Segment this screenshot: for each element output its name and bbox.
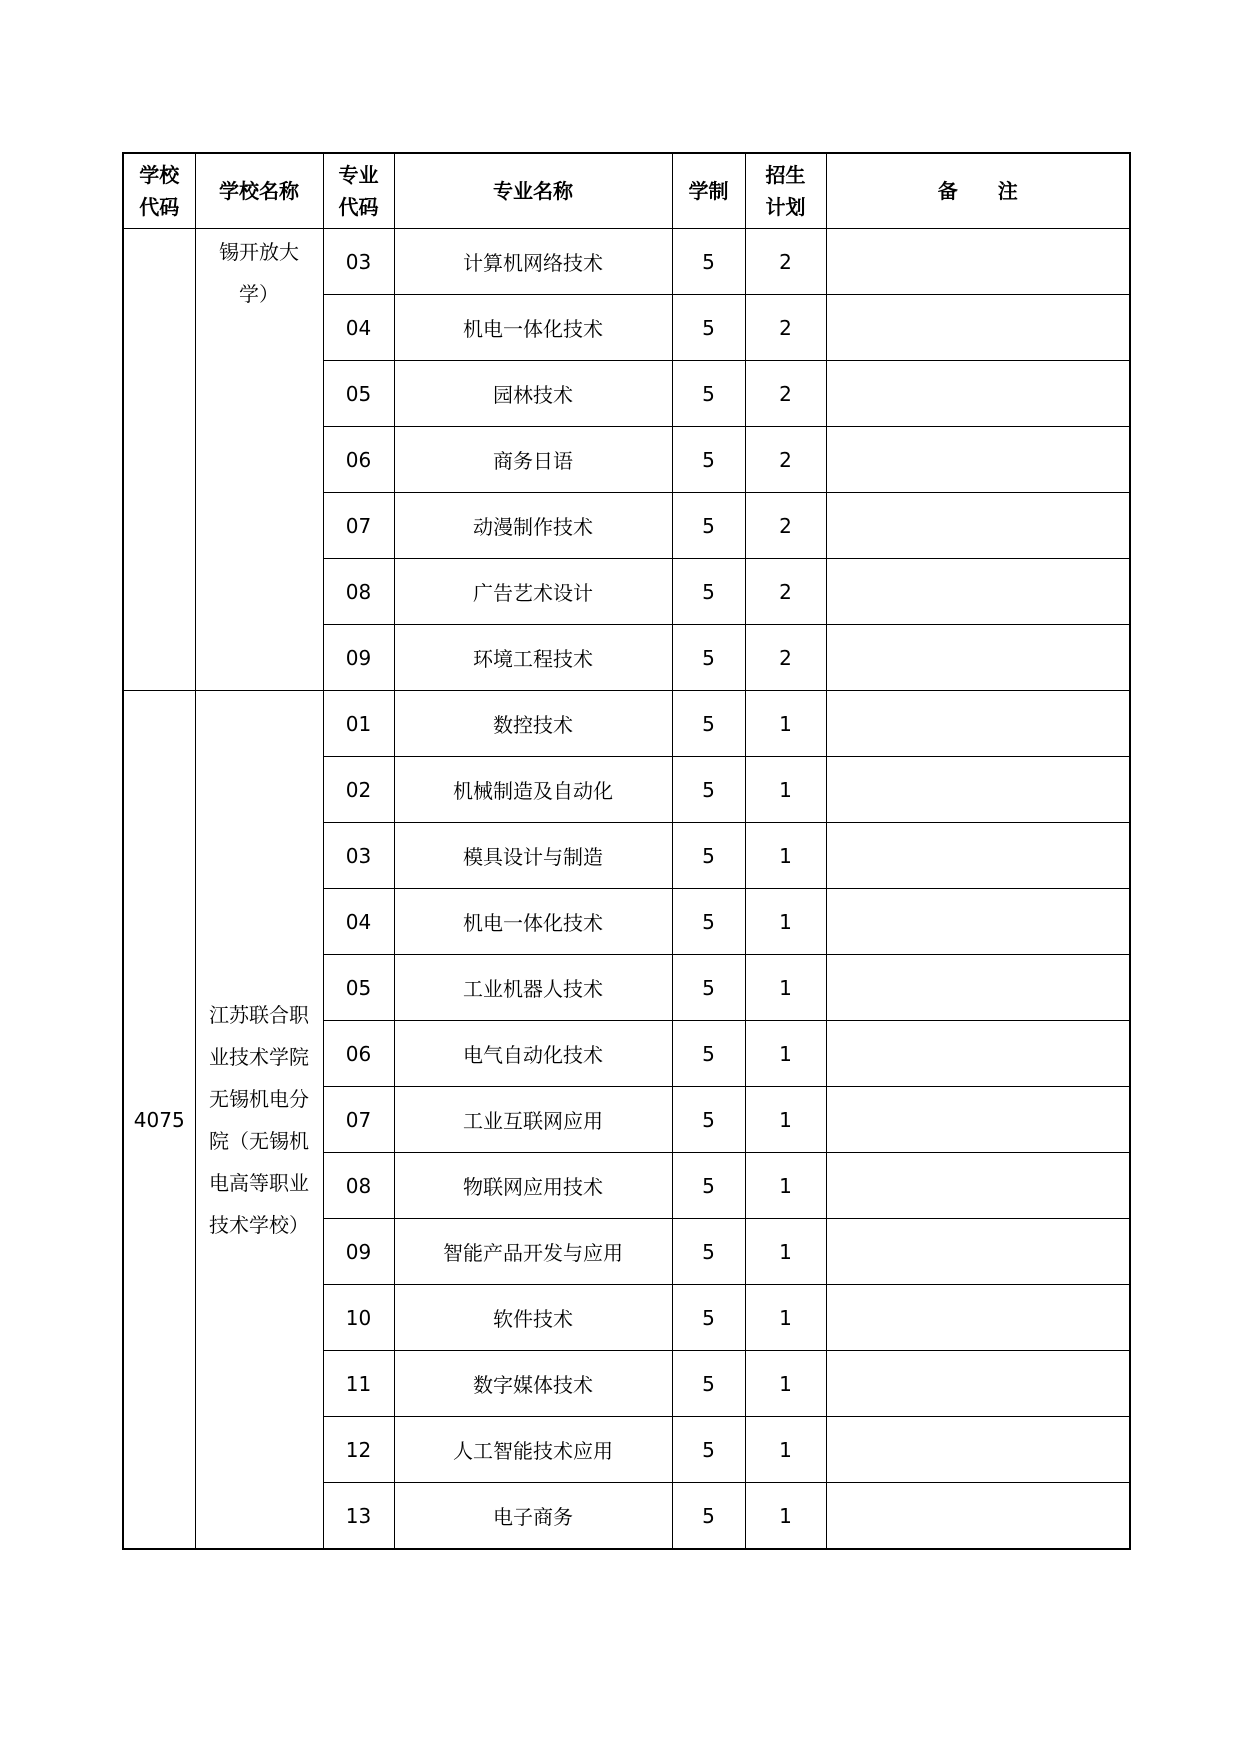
- major-name-cell: 园林技术: [394, 361, 672, 427]
- remark-cell: [826, 625, 1130, 691]
- header-major-name: 专业名称: [394, 153, 672, 229]
- remark-cell: [826, 823, 1130, 889]
- plan-cell: 2: [745, 493, 826, 559]
- header-row: [123, 153, 1130, 229]
- duration-cell: 5: [672, 955, 745, 1021]
- major-name-cell: 机电一体化技术: [394, 889, 672, 955]
- remark-cell: [826, 1021, 1130, 1087]
- remark-cell: [826, 889, 1130, 955]
- plan-cell: 2: [745, 427, 826, 493]
- plan-cell: 1: [745, 757, 826, 823]
- duration-cell: 5: [672, 691, 745, 757]
- table-header: [123, 153, 1130, 229]
- plan-cell: 1: [745, 691, 826, 757]
- major-name-cell: 商务日语: [394, 427, 672, 493]
- duration-cell: 5: [672, 1417, 745, 1483]
- major-name-cell: 模具设计与制造: [394, 823, 672, 889]
- duration-cell: 5: [672, 1021, 745, 1087]
- major-code-cell: 03: [323, 229, 394, 295]
- remark-cell: [826, 1351, 1130, 1417]
- major-code-cell: 04: [323, 889, 394, 955]
- duration-cell: 5: [672, 889, 745, 955]
- school-name-cell: [195, 691, 323, 1550]
- major-code-cell: 09: [323, 1219, 394, 1285]
- duration-cell: 5: [672, 361, 745, 427]
- header-plan: 招生 计划: [745, 153, 826, 229]
- plan-cell: 2: [745, 229, 826, 295]
- remark-cell: [826, 229, 1130, 295]
- duration-cell: 5: [672, 1351, 745, 1417]
- plan-cell: 1: [745, 1351, 826, 1417]
- remark-cell: [826, 427, 1130, 493]
- plan-cell: 2: [745, 625, 826, 691]
- major-code-cell: 03: [323, 823, 394, 889]
- major-code-cell: 06: [323, 427, 394, 493]
- duration-cell: 5: [672, 427, 745, 493]
- school-name-line: 学）: [239, 282, 279, 306]
- plan-cell: 1: [745, 1417, 826, 1483]
- major-name-cell: 工业互联网应用: [394, 1087, 672, 1153]
- major-name-cell: 广告艺术设计: [394, 559, 672, 625]
- major-code-cell: 05: [323, 361, 394, 427]
- duration-cell: 5: [672, 1153, 745, 1219]
- remark-cell: [826, 493, 1130, 559]
- duration-cell: 5: [672, 757, 745, 823]
- header-duration: 学制: [672, 153, 745, 229]
- school-name-line: 电高等职业: [209, 1170, 309, 1195]
- school-name-line: 技术学校）: [209, 1212, 309, 1237]
- major-code-cell: 01: [323, 691, 394, 757]
- header-remark: 备 注: [826, 153, 1130, 229]
- major-name-cell: 软件技术: [394, 1285, 672, 1351]
- plan-cell: 1: [745, 823, 826, 889]
- plan-cell: 1: [745, 1285, 826, 1351]
- remark-cell: [826, 1087, 1130, 1153]
- major-code-cell: 09: [323, 625, 394, 691]
- duration-cell: 5: [672, 823, 745, 889]
- major-name-cell: 计算机网络技术: [394, 229, 672, 295]
- major-name-cell: 机电一体化技术: [394, 295, 672, 361]
- school-name-line: 锡开放大: [219, 240, 299, 264]
- major-name-cell: 电子商务: [394, 1483, 672, 1550]
- table-body: [123, 229, 1130, 1550]
- major-code-cell: 10: [323, 1285, 394, 1351]
- major-name-cell: 智能产品开发与应用: [394, 1219, 672, 1285]
- plan-cell: 2: [745, 361, 826, 427]
- school-code-cell: [123, 229, 195, 691]
- major-name-cell: 环境工程技术: [394, 625, 672, 691]
- major-name-cell: 数控技术: [394, 691, 672, 757]
- remark-cell: [826, 295, 1130, 361]
- major-code-cell: 11: [323, 1351, 394, 1417]
- duration-cell: 5: [672, 229, 745, 295]
- school-name-line: 业技术学院: [209, 1044, 309, 1069]
- remark-cell: [826, 1285, 1130, 1351]
- school-name-cell: [195, 229, 323, 691]
- major-code-cell: 02: [323, 757, 394, 823]
- duration-cell: 5: [672, 559, 745, 625]
- remark-cell: [826, 559, 1130, 625]
- major-name-cell: 动漫制作技术: [394, 493, 672, 559]
- duration-cell: 5: [672, 1087, 745, 1153]
- remark-cell: [826, 955, 1130, 1021]
- major-code-cell: 07: [323, 1087, 394, 1153]
- plan-cell: 1: [745, 889, 826, 955]
- remark-cell: [826, 757, 1130, 823]
- plan-cell: 2: [745, 295, 826, 361]
- remark-cell: [826, 1219, 1130, 1285]
- plan-cell: 1: [745, 1153, 826, 1219]
- duration-cell: 5: [672, 493, 745, 559]
- enrollment-plan-table: [122, 152, 1131, 1550]
- plan-cell: 1: [745, 1021, 826, 1087]
- duration-cell: 5: [672, 1483, 745, 1550]
- remark-cell: [826, 1483, 1130, 1550]
- table-row: [123, 229, 1130, 295]
- major-code-cell: 08: [323, 559, 394, 625]
- header-school-name: 学校名称: [195, 153, 323, 229]
- duration-cell: 5: [672, 1285, 745, 1351]
- plan-cell: 1: [745, 1219, 826, 1285]
- school-code-cell: 4075: [123, 691, 195, 1550]
- plan-cell: 1: [745, 1087, 826, 1153]
- major-code-cell: 04: [323, 295, 394, 361]
- header-major-code: 专业 代码: [323, 153, 394, 229]
- school-name-line: 院（无锡机: [209, 1128, 309, 1153]
- major-code-cell: 12: [323, 1417, 394, 1483]
- duration-cell: 5: [672, 295, 745, 361]
- plan-cell: 1: [745, 955, 826, 1021]
- duration-cell: 5: [672, 1219, 745, 1285]
- remark-cell: [826, 1153, 1130, 1219]
- major-name-cell: 工业机器人技术: [394, 955, 672, 1021]
- major-code-cell: 05: [323, 955, 394, 1021]
- major-code-cell: 07: [323, 493, 394, 559]
- plan-cell: 2: [745, 559, 826, 625]
- major-name-cell: 数字媒体技术: [394, 1351, 672, 1417]
- plan-cell: 1: [745, 1483, 826, 1550]
- major-code-cell: 13: [323, 1483, 394, 1550]
- table-row: [123, 691, 1130, 757]
- major-code-cell: 08: [323, 1153, 394, 1219]
- header-school-code: 学校 代码: [123, 153, 195, 229]
- school-name-line: 江苏联合职: [209, 1002, 309, 1027]
- remark-cell: [826, 691, 1130, 757]
- remark-cell: [826, 361, 1130, 427]
- major-code-cell: 06: [323, 1021, 394, 1087]
- school-name-line: 无锡机电分: [209, 1086, 309, 1111]
- major-name-cell: 电气自动化技术: [394, 1021, 672, 1087]
- major-name-cell: 机械制造及自动化: [394, 757, 672, 823]
- major-name-cell: 物联网应用技术: [394, 1153, 672, 1219]
- duration-cell: 5: [672, 625, 745, 691]
- major-name-cell: 人工智能技术应用: [394, 1417, 672, 1483]
- remark-cell: [826, 1417, 1130, 1483]
